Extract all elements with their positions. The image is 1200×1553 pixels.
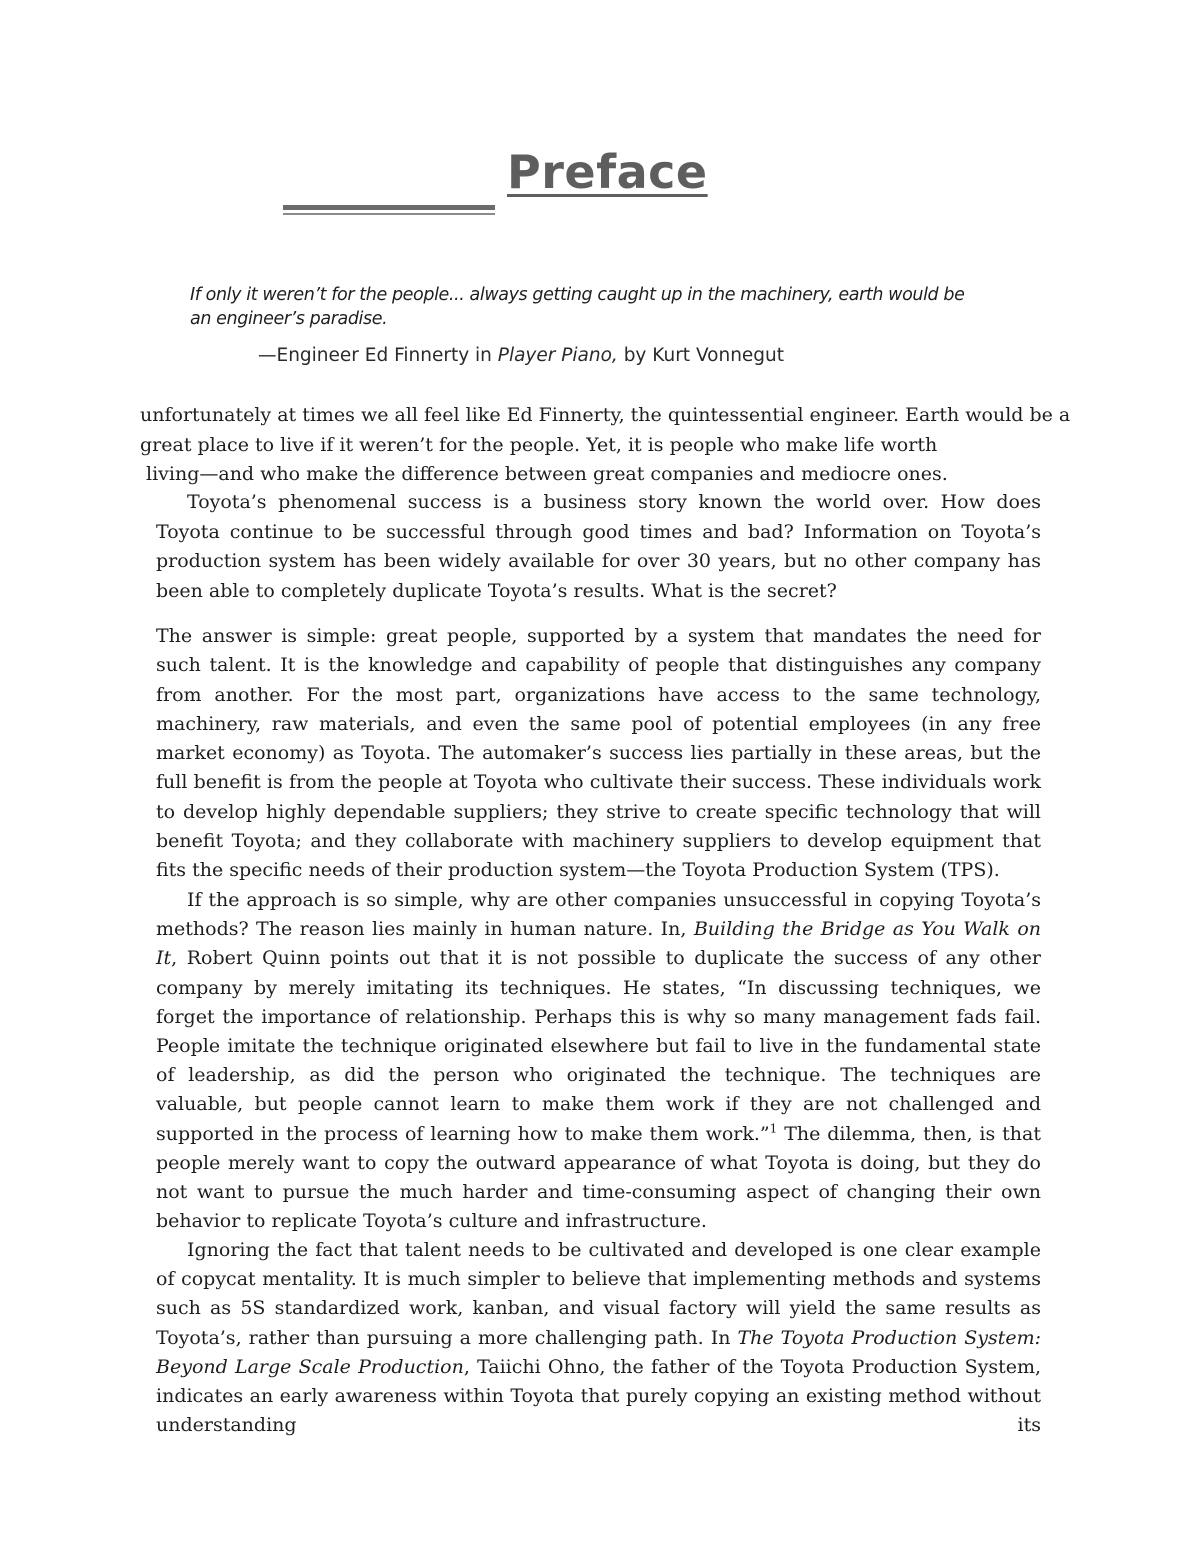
- paragraph-4-text-b: , Robert Quinn points out that it is not possible to duplicate the success of any other company by merely imitating its techniques. He states, “In discussing techniques, we forget the importance of relationship. Perhaps this is why so many management fads fail. People imitate the technique originated elsewhere but fail to live in the fundamental state of leadership, as did the person who originated the technique. The techniques are valuable, but people cannot learn to make them work if they are not challenged and supported in the process of learning how to make them work.”: [156, 947, 1041, 1145]
- paragraph-4-text-a: If the approach is so simple, why are other companies unsuccessful in copying Toyota’s methods? The reason lies mainly in human nature. In,: [156, 889, 1041, 941]
- paragraph-5-text-a: Ignoring the fact that talent needs to be cultivated and developed is one clear example of copycat mentality. It is much simpler to believe that implementing methods and systems such as 5S standardized work, kanban, and visual factory will yield the same results as Toyota’s, rather than pursuing a more challenging path. In: [156, 1239, 1041, 1349]
- title-decorative-rule: [283, 205, 495, 216]
- rule-thick-line: [283, 205, 495, 210]
- paragraph-5-text-b: , Taiichi Ohno, the father of the Toyota Production System, indicates an early awareness within Toyota that purely copying an existing method without understanding its: [156, 1355, 1042, 1437]
- paragraph-4-text-c: The dilemma, then, is that people merely want to copy the outward appearance of what Toyota is doing, but they do not want to pursue the much harder and time-consuming aspect of changing their own behavior to replicate Toyota’s culture and infrastructure.: [156, 1122, 1041, 1233]
- paragraph-5: [156, 1236, 1041, 1470]
- rule-thin-line: [283, 213, 495, 215]
- paragraph-5-book-title: The Toyota Production System: Beyond Large Scale Production: [156, 1326, 1041, 1378]
- attribution-prefix: —Engineer Ed Finnerty in: [258, 345, 498, 366]
- epigraph-quote: If only it weren’t for the people... always getting caught up in the machinery, earth would be an engineer’s paradise.: [190, 285, 965, 329]
- paragraph-4: [156, 886, 1041, 1236]
- paragraph-1-line-1: unfortunately at times we all feel like Ed Finnerty, the quintessential engineer. Earth would be a: [140, 404, 1071, 426]
- paragraph-3: The answer is simple: great people, supported by a system that mandates the need for such talent. It is the knowledge and capability of people that distinguishes any company from another. For the most part, organizations have access to the same technology, machinery, raw materials, and even the same pool of potential employees (in any free market economy) as Toyota. The automaker’s success lies partially in these areas, but the full benefit is from the people at Toyota who cultivate their success. These individuals work to develop highly dependable suppliers; they strive to create specific technology that will benefit Toyota; and they collaborate with machinery suppliers to develop equipment that fits the specific needs of their production system—the Toyota Production System (TPS).: [156, 625, 1041, 882]
- attribution-work-title: Player Piano,: [497, 345, 618, 366]
- attribution-suffix: by Kurt Vonnegut: [617, 345, 785, 366]
- paragraph-1-line-2: great place to live if it weren’t for the people. Yet, it is people who make life worth: [140, 433, 938, 456]
- paragraph-2: Toyota’s phenomenal success is a business story known the world over. How does Toyota continue to be successful through good times and bad? Information on Toyota’s production system has been widely available for over 30 years, but no other company has been able to completely duplicate Toyota’s results. What is the secret?: [156, 491, 1041, 602]
- paragraph-1: [140, 401, 1071, 490]
- paragraph-4-book-title: Building the Bridge as You Walk on It: [156, 918, 1041, 970]
- epigraph-attribution: [258, 343, 784, 369]
- page-title: Preface: [507, 145, 708, 199]
- paragraph-1-line-3: living—and who make the difference between great companies and mediocre ones.: [146, 463, 948, 485]
- footnote-marker[interactable]: 1: [769, 1121, 778, 1136]
